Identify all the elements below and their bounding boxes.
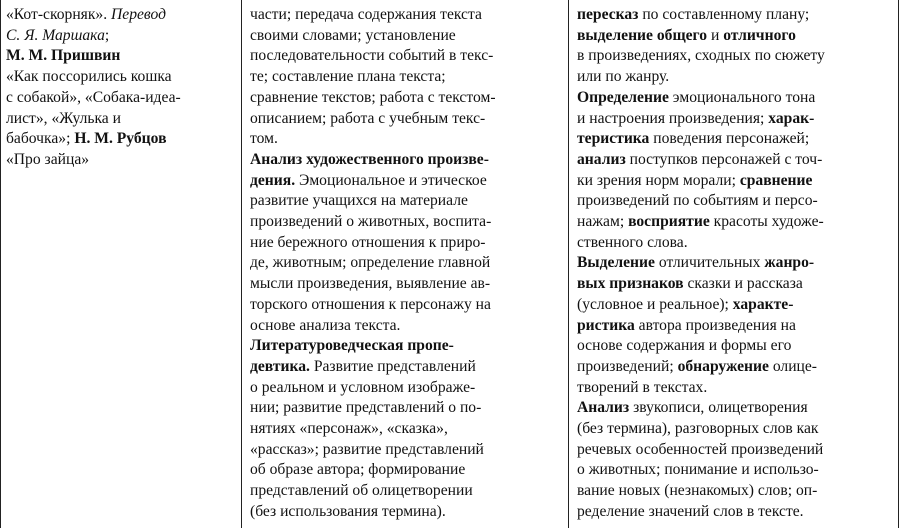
text-run: эмоционального тона	[668, 88, 816, 106]
bold-term: анализ	[577, 150, 626, 168]
bold-term: жанро-	[764, 254, 815, 272]
bold-term: теристика	[577, 130, 650, 148]
text-run: звукописи, олицетворения	[629, 399, 808, 417]
text-line	[577, 212, 895, 233]
text-run: поступков персонажей с точ-	[625, 150, 823, 168]
text-run: (условное и реальное);	[577, 295, 733, 313]
italic-text: Перевод	[111, 6, 166, 23]
bold-term: отличного	[723, 26, 796, 44]
text-line	[577, 295, 895, 316]
text-run: ки зрения норм морали;	[577, 171, 740, 189]
text-run: мысли произведения, выявление ав-	[250, 275, 491, 293]
text-line	[250, 109, 562, 130]
table-divider-2	[568, 0, 569, 528]
bold-term: сравнение	[739, 171, 813, 189]
text-run: и настроения произведения;	[577, 109, 769, 127]
text-run: сравнение текстов; работа с текстом-	[250, 88, 496, 106]
text-line	[250, 171, 562, 192]
text-run: «Как поссорились кошка	[6, 68, 172, 86]
table-border-right	[898, 0, 899, 528]
text-line	[6, 150, 232, 171]
text-run: представлений об олицетворении	[250, 482, 473, 500]
text-run: (без термина), разговорных слов как	[577, 420, 819, 438]
text-run: последовательности событий в текс-	[250, 47, 494, 65]
text-line	[250, 253, 562, 274]
bold-term: обнаружение	[677, 357, 769, 375]
text-run: те; составление плана текста;	[250, 68, 446, 86]
column-activities	[577, 0, 895, 523]
text-run: с собакой», «Собака-идеа-	[6, 88, 181, 106]
text-line	[250, 233, 562, 254]
text-line	[6, 26, 232, 47]
text-line	[250, 274, 562, 295]
text-line	[250, 5, 562, 26]
bold-term: дения.	[250, 171, 296, 189]
bold-term: ристика	[577, 316, 635, 334]
text-run: о животных; понимание и использо-	[577, 461, 819, 479]
text-line	[577, 67, 895, 88]
text-run: отличительных	[654, 254, 765, 272]
bold-term: харак-	[768, 109, 815, 127]
bold-term: выделение общего	[577, 26, 708, 44]
text-line	[6, 109, 232, 130]
text-line	[6, 129, 232, 150]
text-run: олице-	[768, 357, 817, 375]
text-line	[6, 46, 232, 67]
bold-term: Выделение	[577, 254, 655, 272]
bold-term: восприятие	[628, 213, 710, 231]
text-run: (без использования термина).	[250, 502, 446, 520]
bold-term: Анализ	[577, 399, 630, 417]
text-line	[250, 46, 562, 67]
text-run: своими словами; установление	[250, 26, 456, 44]
text-line	[250, 67, 562, 88]
text-run: сказки и рассказа	[683, 275, 803, 293]
bold-term: вых признаков	[577, 275, 684, 293]
text-line	[250, 460, 562, 481]
text-run: Эмоциональное и этическое	[295, 171, 487, 189]
text-line	[577, 129, 895, 150]
text-run: развитие учащихся на материале	[250, 192, 468, 210]
italic-text: С. Я. Маршака	[6, 26, 105, 44]
text-line	[577, 253, 895, 274]
column-content	[250, 0, 562, 523]
text-run: том.	[250, 130, 278, 148]
text-run: в произведениях, сходных по сюжету	[577, 47, 825, 65]
table-divider-1	[241, 0, 242, 528]
bold-term: М. М. Пришвин	[6, 47, 121, 65]
text-run: «Про зайца»	[6, 150, 90, 168]
text-run: части; передача содержания текста	[250, 6, 482, 23]
text-run: вание новых (незнакомых) слов; оп-	[577, 482, 818, 500]
text-run: нятиях «персонаж», «сказка»,	[250, 420, 448, 438]
table-border-left	[0, 0, 1, 528]
text-line	[250, 336, 562, 357]
text-run: творений в текстах.	[577, 378, 708, 396]
text-line	[577, 336, 895, 357]
column-works	[6, 0, 232, 171]
text-run: поведения персонажей;	[649, 130, 810, 148]
text-line	[577, 419, 895, 440]
text-run: или по жанру.	[577, 68, 670, 86]
text-run: основе содержания и формы его	[577, 337, 792, 355]
text-line	[250, 378, 562, 399]
text-run: красоты художе-	[709, 213, 824, 231]
text-run: ние бережного отношения к приро-	[250, 233, 486, 251]
text-run: автора произведения на	[634, 316, 796, 334]
text-run: ;	[104, 26, 110, 44]
text-line	[577, 5, 895, 26]
text-run: речевых особенностей произведений	[577, 440, 824, 458]
text-line	[250, 129, 562, 150]
text-run: описанием; работа с учебным текс-	[250, 109, 486, 127]
text-line	[6, 5, 232, 26]
text-line	[250, 440, 562, 461]
text-line	[577, 26, 895, 47]
text-run: об образе автора; формирование	[250, 461, 466, 479]
text-line	[6, 88, 232, 109]
text-run: нии; развитие представлений о по-	[250, 399, 482, 417]
text-run: ределение значений слов в тексте.	[577, 502, 804, 520]
text-line	[250, 316, 562, 337]
text-run: нажам;	[577, 213, 629, 231]
text-line	[577, 398, 895, 419]
text-line	[250, 398, 562, 419]
text-line	[577, 378, 895, 399]
bold-term: Анализ художественного произве-	[250, 150, 489, 168]
text-line	[577, 460, 895, 481]
text-line	[577, 88, 895, 109]
text-run: «Кот-скорняк».	[6, 6, 112, 23]
text-line	[250, 357, 562, 378]
text-run: лист», «Жулька и	[6, 109, 121, 127]
text-run: произведений;	[577, 357, 678, 375]
text-line	[250, 419, 562, 440]
text-run: де, животным; определение главной	[250, 254, 491, 272]
text-line	[250, 295, 562, 316]
text-run: Развитие представлений	[309, 357, 476, 375]
text-line	[577, 46, 895, 67]
text-line	[250, 26, 562, 47]
text-line	[577, 316, 895, 337]
text-line	[250, 502, 562, 523]
text-line	[250, 150, 562, 171]
text-run: произведений по событиям и персо-	[577, 192, 818, 210]
text-run: торского отношения к персонажу на	[250, 295, 491, 313]
text-line	[577, 357, 895, 378]
text-run: произведений о животных, воспита-	[250, 213, 492, 231]
text-line	[577, 502, 895, 523]
text-line	[577, 109, 895, 130]
text-run: о реальном и условном изображе-	[250, 378, 476, 396]
text-run: основе анализа текста.	[250, 316, 401, 334]
text-line	[577, 150, 895, 171]
text-line	[250, 481, 562, 502]
text-run: бабочка»;	[6, 130, 75, 148]
text-line	[250, 88, 562, 109]
bold-term: Литературоведческая пропе-	[250, 337, 454, 355]
text-line	[577, 440, 895, 461]
text-line	[577, 274, 895, 295]
bold-term: Определение	[577, 88, 669, 106]
text-run: по составленному плану;	[638, 6, 810, 23]
text-line	[577, 481, 895, 502]
bold-term: характе-	[732, 295, 794, 313]
bold-term: девтика.	[250, 357, 310, 375]
text-line	[577, 191, 895, 212]
text-line	[250, 212, 562, 233]
text-run: и	[707, 26, 724, 44]
text-run: ственного слова.	[577, 233, 688, 251]
text-line	[577, 233, 895, 254]
bold-term: пересказ	[577, 6, 639, 23]
bold-term: Н. М. Рубцов	[74, 130, 167, 148]
text-line	[250, 191, 562, 212]
text-line	[577, 171, 895, 192]
text-run: «рассказ»; развитие представлений	[250, 440, 484, 458]
text-line	[6, 67, 232, 88]
